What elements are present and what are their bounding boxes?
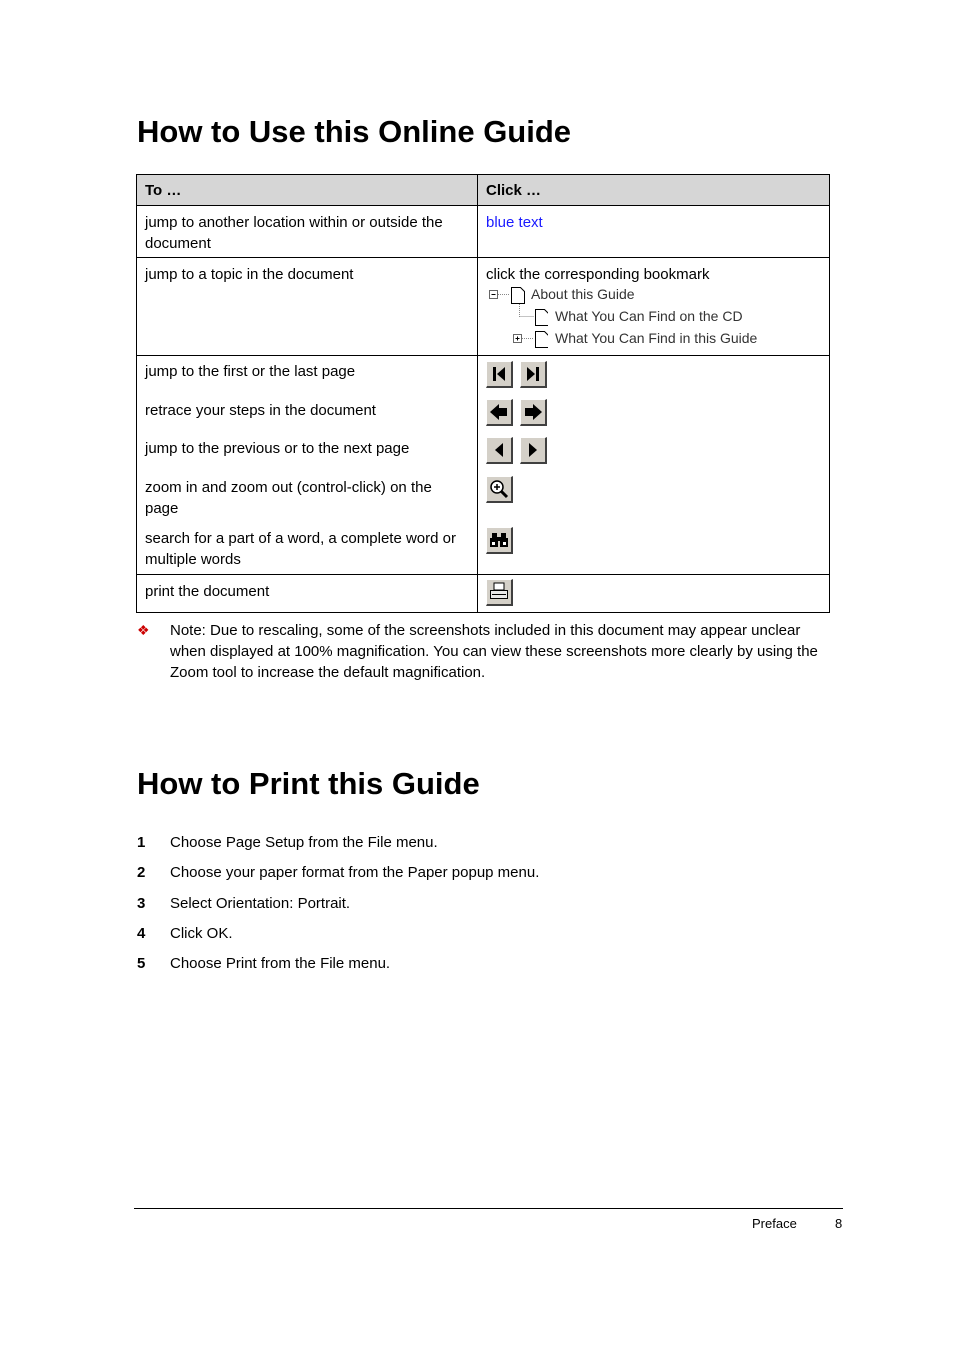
bookmark-tree	[488, 286, 788, 350]
footer-page-number: 8	[835, 1216, 843, 1231]
step-text: Choose Page Setup from the File menu.	[170, 834, 438, 851]
page-title-online-guide: How to Use this Online Guide	[137, 114, 572, 149]
step-number: 4	[137, 925, 146, 942]
cell-to: jump to a topic in the document	[137, 258, 478, 356]
table-row	[137, 575, 830, 613]
go-back-button[interactable]	[486, 399, 513, 426]
bookmark-instruction: click the corresponding bookmark	[486, 266, 710, 283]
table-row	[137, 206, 830, 258]
step-number: 2	[137, 864, 146, 881]
last-page-button[interactable]	[520, 361, 547, 388]
previous-page-icon	[487, 438, 511, 462]
table-row	[137, 356, 830, 575]
cell-to-prev-next: jump to the previous or to the next page	[145, 440, 410, 457]
cell-to: print the document	[137, 575, 478, 613]
column-header-click: Click …	[478, 175, 830, 206]
step-text: Click OK.	[170, 925, 233, 942]
note-text: Note: Due to rescaling, some of the screenshots included in this document may appear unclear when displayed at 100% magnification. You can view these screenshots more clearly by using the Zoom tool to increase the default magnification.	[170, 622, 818, 681]
step-number: 5	[137, 955, 146, 972]
back-arrow-icon	[487, 400, 511, 424]
printer-icon	[487, 580, 511, 604]
forward-arrow-icon	[521, 400, 545, 424]
cell-to-search: search for a part of a word, a complete word or multiple words	[145, 530, 456, 568]
print-button[interactable]	[486, 579, 513, 606]
column-header-to: To …	[137, 175, 478, 206]
step-number: 3	[137, 895, 146, 912]
note-bullet-icon: ❖	[137, 622, 150, 638]
first-page-icon	[487, 362, 511, 386]
footer-section-name: Preface	[752, 1216, 797, 1231]
last-page-icon	[521, 362, 545, 386]
blue-text-link[interactable]: blue text	[486, 214, 543, 231]
cell-to-zoom: zoom in and zoom out (control-click) on the page	[145, 479, 432, 517]
go-forward-button[interactable]	[520, 399, 547, 426]
cell-to-group	[137, 356, 478, 575]
zoom-icon	[487, 477, 511, 501]
cell-click	[478, 206, 830, 258]
cell-to-first-last: jump to the first or the last page	[145, 363, 356, 380]
table-header-row	[137, 175, 830, 206]
bookmark-find-in-guide[interactable]: What You Can Find in this Guide	[555, 330, 758, 346]
guide-table	[136, 174, 830, 613]
next-page-button[interactable]	[520, 437, 547, 464]
cell-click-print	[478, 575, 830, 613]
next-page-icon	[521, 438, 545, 462]
binoculars-icon	[487, 528, 511, 552]
zoom-button[interactable]	[486, 476, 513, 503]
search-button[interactable]	[486, 527, 513, 554]
cell-to-retrace: retrace your steps in the document	[145, 402, 376, 419]
step-text: Choose Print from the File menu.	[170, 955, 391, 972]
page-title-print-guide: How to Print this Guide	[137, 766, 480, 801]
cell-to: jump to another location within or outside the document	[137, 206, 478, 258]
cell-click-buttons	[478, 356, 830, 575]
step-number: 1	[137, 834, 146, 851]
step-text: Choose your paper format from the Paper popup menu.	[170, 864, 540, 881]
step-text: Select Orientation: Portrait.	[170, 895, 351, 912]
footer-divider	[134, 1208, 843, 1209]
first-page-button[interactable]	[486, 361, 513, 388]
bookmark-about-guide[interactable]: About this Guide	[531, 286, 635, 302]
previous-page-button[interactable]	[486, 437, 513, 464]
bookmark-find-on-cd[interactable]: What You Can Find on the CD	[555, 308, 743, 324]
